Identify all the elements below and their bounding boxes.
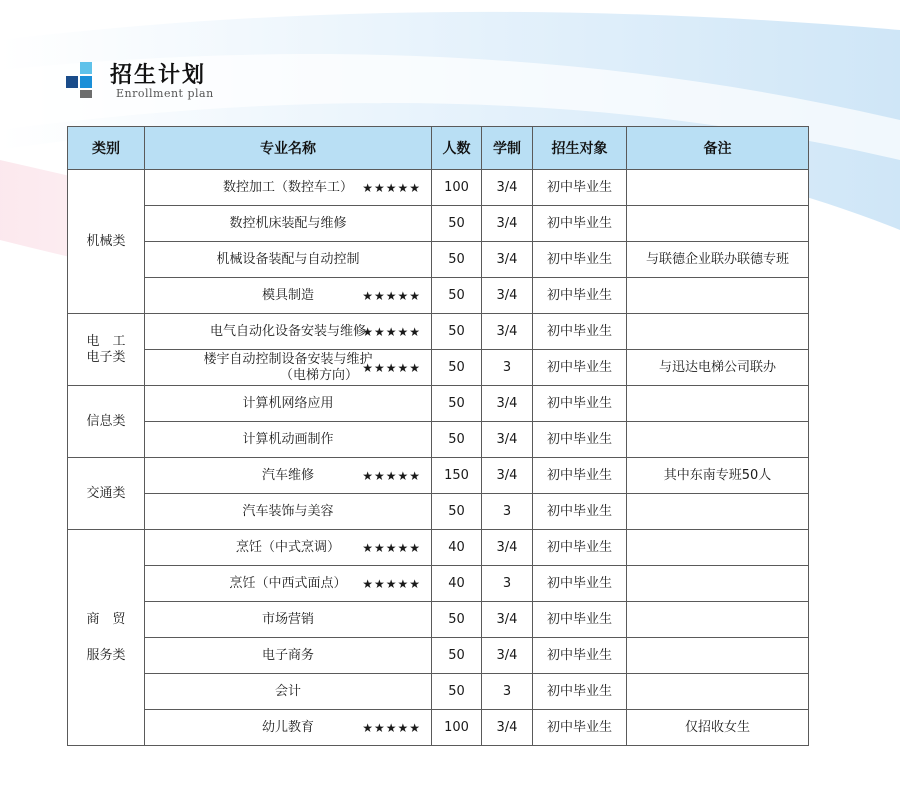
- major-name: 楼宇自动控制设备安装与维护: [203, 351, 373, 367]
- target-cell: 初中毕业生: [533, 530, 627, 566]
- column-header: 专业名称: [145, 127, 432, 170]
- note-cell: 其中东南专班50人: [627, 458, 809, 494]
- years-cell: 3: [482, 350, 533, 386]
- table-row: [68, 602, 809, 638]
- note-cell: [627, 422, 809, 458]
- major-cell: [145, 278, 432, 314]
- count-cell: 50: [432, 278, 482, 314]
- target-cell: 初中毕业生: [533, 206, 627, 242]
- column-header: 人数: [432, 127, 482, 170]
- major-cell: [145, 458, 432, 494]
- major-cell: [145, 638, 432, 674]
- years-cell: 3/4: [482, 710, 533, 746]
- years-cell: 3: [482, 494, 533, 530]
- table-row: [68, 530, 809, 566]
- years-cell: 3: [482, 674, 533, 710]
- count-cell: 50: [432, 602, 482, 638]
- note-cell: [627, 530, 809, 566]
- count-cell: 50: [432, 674, 482, 710]
- star-rating-icon: ★★★★★: [362, 288, 421, 303]
- count-cell: 50: [432, 314, 482, 350]
- table-row: [68, 458, 809, 494]
- category-cell: [68, 458, 145, 530]
- major-name-line2: （电梯方向）: [279, 367, 358, 383]
- category-cell: [68, 530, 145, 746]
- table-row: [68, 170, 809, 206]
- star-rating-icon: ★★★★★: [362, 468, 421, 483]
- major-name: 计算机网络应用: [242, 395, 334, 411]
- years-cell: 3/4: [482, 242, 533, 278]
- note-cell: 仅招收女生: [627, 710, 809, 746]
- target-cell: 初中毕业生: [533, 278, 627, 314]
- target-cell: 初中毕业生: [533, 566, 627, 602]
- note-cell: [627, 674, 809, 710]
- count-cell: 100: [432, 170, 482, 206]
- star-rating-icon: ★★★★★: [362, 720, 421, 735]
- note-cell: 与迅达电梯公司联办: [627, 350, 809, 386]
- major-cell: [145, 314, 432, 350]
- count-cell: 150: [432, 458, 482, 494]
- table-row: [68, 386, 809, 422]
- table-header-row: [68, 127, 809, 170]
- years-cell: 3/4: [482, 530, 533, 566]
- star-rating-icon: ★★★★★: [362, 180, 421, 195]
- target-cell: 初中毕业生: [533, 170, 627, 206]
- category-cell: [68, 386, 145, 458]
- table-row: [68, 710, 809, 746]
- major-name: 汽车装饰与美容: [242, 503, 334, 519]
- major-cell: [145, 242, 432, 278]
- major-name: 计算机动画制作: [242, 431, 334, 447]
- page-subtitle: Enrollment plan: [116, 87, 214, 100]
- target-cell: 初中毕业生: [533, 386, 627, 422]
- logo-square-icon: [66, 76, 78, 88]
- table-row: [68, 206, 809, 242]
- count-cell: 50: [432, 350, 482, 386]
- target-cell: 初中毕业生: [533, 458, 627, 494]
- major-name: 模具制造: [261, 287, 314, 303]
- major-name: 机械设备装配与自动控制: [216, 251, 360, 267]
- major-cell: [145, 530, 432, 566]
- count-cell: 50: [432, 494, 482, 530]
- column-header: 备注: [627, 127, 809, 170]
- major-cell: [145, 350, 432, 386]
- major-name: 烹饪（中式烹调）: [235, 539, 340, 555]
- major-name: 电气自动化设备安装与维修: [209, 323, 366, 339]
- note-cell: [627, 386, 809, 422]
- count-cell: 40: [432, 566, 482, 602]
- major-cell: [145, 710, 432, 746]
- major-name: 数控机床装配与维修: [229, 215, 347, 231]
- major-cell: [145, 422, 432, 458]
- major-cell: [145, 386, 432, 422]
- years-cell: 3/4: [482, 206, 533, 242]
- star-rating-icon: ★★★★★: [362, 324, 421, 339]
- column-header: 类别: [68, 127, 145, 170]
- count-cell: 50: [432, 638, 482, 674]
- count-cell: 50: [432, 386, 482, 422]
- note-cell: [627, 278, 809, 314]
- major-name: 幼儿教育: [261, 719, 314, 735]
- years-cell: 3/4: [482, 170, 533, 206]
- table-row: [68, 422, 809, 458]
- years-cell: 3/4: [482, 422, 533, 458]
- target-cell: 初中毕业生: [533, 602, 627, 638]
- count-cell: 50: [432, 422, 482, 458]
- years-cell: 3: [482, 566, 533, 602]
- table-row: [68, 242, 809, 278]
- target-cell: 初中毕业生: [533, 494, 627, 530]
- target-cell: 初中毕业生: [533, 710, 627, 746]
- note-cell: [627, 206, 809, 242]
- star-rating-icon: ★★★★★: [362, 576, 421, 591]
- target-cell: 初中毕业生: [533, 242, 627, 278]
- logo-square-icon: [80, 90, 92, 98]
- major-cell: [145, 566, 432, 602]
- note-cell: [627, 170, 809, 206]
- target-cell: 初中毕业生: [533, 674, 627, 710]
- table-row: [68, 350, 809, 386]
- category-cell: [68, 170, 145, 314]
- table-row: [68, 638, 809, 674]
- count-cell: 40: [432, 530, 482, 566]
- category-label: 交通类: [86, 485, 126, 501]
- years-cell: 3/4: [482, 386, 533, 422]
- note-cell: [627, 638, 809, 674]
- years-cell: 3/4: [482, 314, 533, 350]
- column-header: 招生对象: [533, 127, 627, 170]
- note-cell: [627, 494, 809, 530]
- major-name: 会计: [274, 683, 301, 699]
- major-name: 数控加工（数控车工）: [222, 179, 353, 195]
- category-label: 商 贸: [86, 611, 126, 627]
- major-cell: [145, 494, 432, 530]
- count-cell: 100: [432, 710, 482, 746]
- count-cell: 50: [432, 242, 482, 278]
- category-label: 服务类: [86, 647, 126, 663]
- table-row: [68, 674, 809, 710]
- page-title: 招生计划: [110, 63, 207, 88]
- major-cell: [145, 602, 432, 638]
- major-name: 市场营销: [261, 611, 314, 627]
- major-name: 汽车维修: [261, 467, 314, 483]
- major-cell: [145, 206, 432, 242]
- table-row: [68, 314, 809, 350]
- years-cell: 3/4: [482, 458, 533, 494]
- target-cell: 初中毕业生: [533, 422, 627, 458]
- table-row: [68, 278, 809, 314]
- major-name: 烹饪（中西式面点）: [229, 575, 347, 591]
- count-cell: 50: [432, 206, 482, 242]
- major-cell: [145, 674, 432, 710]
- logo-square-icon: [80, 76, 92, 88]
- logo-square-icon: [80, 62, 92, 74]
- star-rating-icon: ★★★★★: [362, 360, 421, 375]
- major-name: 电子商务: [261, 647, 314, 663]
- years-cell: 3/4: [482, 638, 533, 674]
- note-cell: [627, 602, 809, 638]
- years-cell: 3/4: [482, 278, 533, 314]
- major-cell: [145, 170, 432, 206]
- note-cell: [627, 566, 809, 602]
- note-cell: 与联德企业联办联德专班: [627, 242, 809, 278]
- note-cell: [627, 314, 809, 350]
- target-cell: 初中毕业生: [533, 350, 627, 386]
- category-cell: [68, 314, 145, 386]
- star-rating-icon: ★★★★★: [362, 540, 421, 555]
- category-label: 电 工: [86, 333, 126, 349]
- years-cell: 3/4: [482, 602, 533, 638]
- table-row: [68, 494, 809, 530]
- category-label: 电子类: [86, 349, 126, 365]
- enrollment-table: [67, 126, 809, 746]
- category-label: 机械类: [86, 233, 126, 249]
- target-cell: 初中毕业生: [533, 314, 627, 350]
- column-header: 学制: [482, 127, 533, 170]
- table-row: [68, 566, 809, 602]
- target-cell: 初中毕业生: [533, 638, 627, 674]
- category-label: 信息类: [86, 413, 126, 429]
- table-body: [68, 170, 809, 746]
